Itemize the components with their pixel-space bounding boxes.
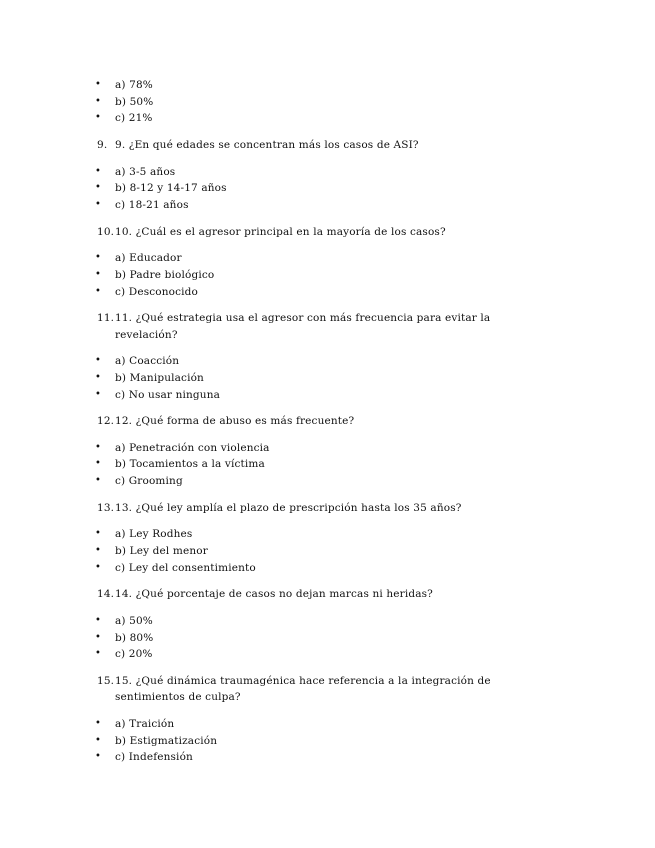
option-13c [0, 560, 655, 577]
bullet-icon: • [95, 614, 102, 626]
question-number: 14. [97, 588, 115, 601]
bullet-icon: • [95, 631, 102, 643]
bullet-icon: • [95, 285, 102, 297]
option-text: a) Coacción [115, 355, 180, 368]
options-list-8 [0, 77, 655, 127]
question-14 [0, 586, 655, 603]
option-text: a) 78% [115, 79, 153, 91]
bullet-icon: • [95, 79, 102, 90]
option-text: a) Ley Rodhes [115, 528, 193, 541]
options-list-11 [0, 353, 655, 403]
option-text: c) 18-21 años [115, 198, 189, 211]
option-text: a) Educador [115, 252, 182, 265]
option-text: b) Manipulación [115, 371, 204, 384]
bullet-icon: • [95, 441, 102, 453]
question-text: 14. ¿Qué porcentaje de casos no dejan marcas ni heridas? [115, 588, 433, 601]
bullet-icon: • [95, 734, 102, 746]
bullet-icon: • [95, 545, 102, 556]
question-10 [0, 224, 655, 241]
bullet-icon: • [95, 388, 102, 400]
bullet-icon: • [95, 355, 102, 367]
option-text: c) No usar ninguna [115, 388, 221, 401]
options-list-13 [0, 526, 655, 576]
option-10c [0, 284, 655, 301]
option-14c [0, 646, 655, 663]
option-text: b) 80% [115, 631, 154, 644]
option-text: b) 8-12 y 14-17 años [115, 182, 227, 195]
option-11a [0, 353, 655, 370]
question-11 [0, 310, 655, 343]
option-text: c) Desconocido [115, 285, 199, 298]
option-15c [0, 749, 655, 766]
bullet-icon: • [95, 475, 102, 487]
question-13 [0, 500, 655, 517]
document-page [0, 77, 655, 766]
question-text: 10. ¿Cuál es el agresor principal en la mayoría de los casos? [115, 225, 446, 238]
question-text: 15. ¿Qué dinámica traumagénica hace referencia a la integración de sentimientos de culpa? [115, 674, 491, 704]
option-9b [0, 180, 655, 197]
option-text: c) 21% [115, 112, 153, 125]
option-11c [0, 387, 655, 404]
option-text: a) Traición [115, 717, 175, 730]
options-list-14 [0, 613, 655, 663]
options-list-12 [0, 440, 655, 490]
option-text: b) Ley del menor [115, 545, 208, 557]
option-text: b) Estigmatización [115, 734, 218, 747]
question-text: 9. ¿En qué edades se concentran más los casos de ASI? [115, 139, 419, 152]
question-number: 15. [97, 674, 115, 687]
question-number: 9. [97, 139, 108, 152]
options-list-15 [0, 716, 655, 766]
option-10b [0, 267, 655, 284]
option-8b [0, 94, 655, 111]
option-text: b) Padre biológico [115, 268, 215, 281]
option-9c [0, 197, 655, 214]
option-12b [0, 456, 655, 473]
bullet-icon: • [95, 458, 102, 470]
option-13a [0, 526, 655, 543]
option-text: c) Grooming [115, 475, 183, 488]
option-text: a) 50% [115, 614, 153, 627]
question-12 [0, 413, 655, 430]
option-8c [0, 110, 655, 127]
bullet-icon: • [95, 252, 102, 264]
option-15a [0, 716, 655, 733]
bullet-icon: • [95, 751, 102, 763]
option-8a [0, 77, 655, 94]
question-number: 13. [97, 501, 115, 514]
question-number: 12. [97, 415, 115, 428]
option-13b [0, 543, 655, 560]
question-15 [0, 673, 655, 706]
option-text: b) 50% [115, 95, 154, 108]
option-9a [0, 164, 655, 181]
question-text: 11. ¿Qué estrategia usa el agresor con más frecuencia para evitar la revelación? [115, 312, 491, 341]
question-number: 11. [97, 312, 115, 325]
bullet-icon: • [95, 198, 102, 210]
option-text: c) Indefensión [115, 751, 193, 764]
options-list-10 [0, 250, 655, 300]
option-text: a) 3-5 años [115, 165, 176, 178]
bullet-icon: • [95, 528, 102, 540]
option-12c [0, 473, 655, 490]
bullet-icon: • [95, 717, 102, 729]
option-15b [0, 733, 655, 750]
bullet-icon: • [95, 648, 102, 660]
question-text: 12. ¿Qué forma de abuso es más frecuente? [115, 415, 355, 428]
option-text: b) Tocamientos a la víctima [115, 458, 265, 471]
option-text: c) 20% [115, 648, 153, 661]
bullet-icon: • [95, 268, 102, 280]
option-14a [0, 613, 655, 630]
option-text: c) Ley del consentimiento [115, 561, 256, 574]
bullet-icon: • [95, 561, 102, 573]
question-number: 10. [97, 225, 115, 238]
question-text: 13. ¿Qué ley amplía el plazo de prescripción hasta los 35 años? [115, 501, 462, 514]
option-11b [0, 370, 655, 387]
bullet-icon: • [95, 95, 102, 107]
option-14b [0, 630, 655, 647]
bullet-icon: • [95, 112, 102, 124]
option-text: a) Penetración con violencia [115, 441, 270, 454]
question-9 [0, 137, 655, 154]
bullet-icon: • [95, 182, 102, 194]
options-list-9 [0, 164, 655, 214]
option-12a [0, 440, 655, 457]
option-10a [0, 250, 655, 267]
bullet-icon: • [95, 371, 102, 383]
bullet-icon: • [95, 165, 102, 177]
